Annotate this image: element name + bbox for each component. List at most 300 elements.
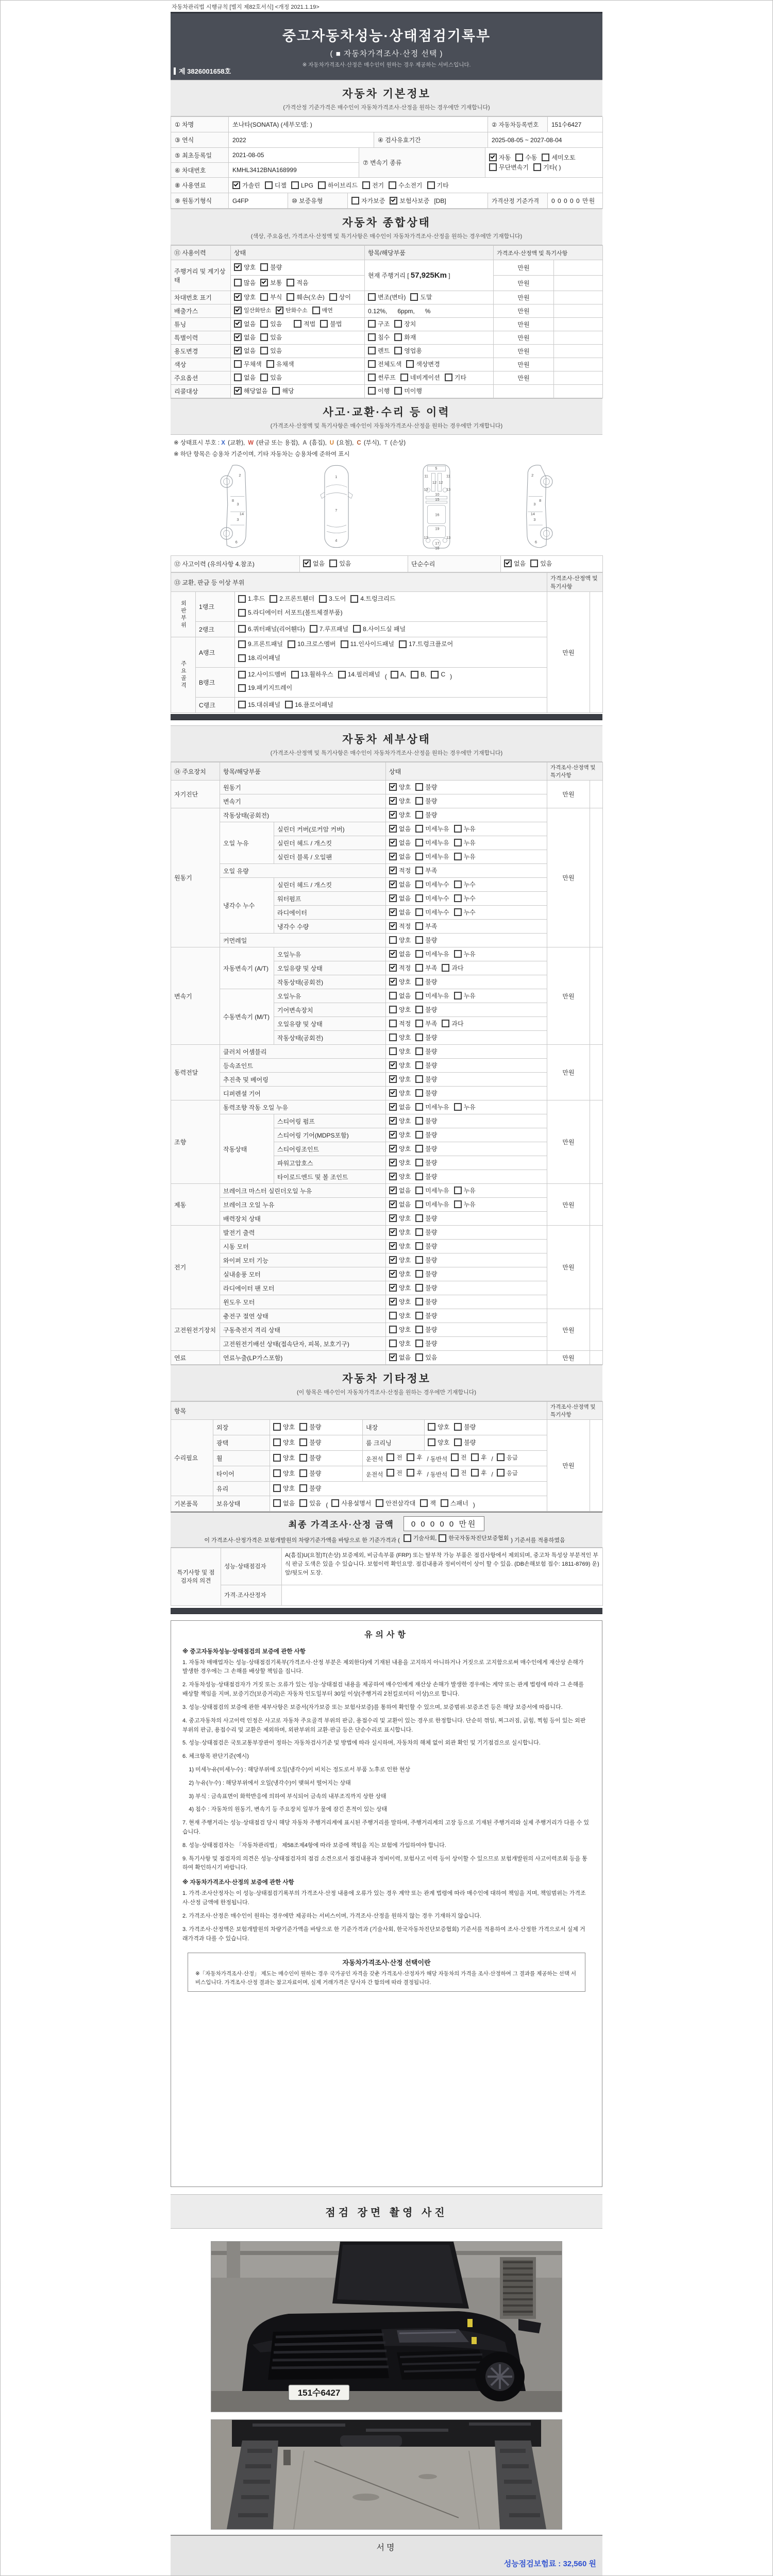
checkbox-option[interactable] [368, 346, 390, 355]
legend-symbol-text: (흠집), [308, 440, 327, 446]
checkbox-option[interactable] [353, 624, 406, 633]
checkbox-option[interactable] [415, 1130, 437, 1139]
checkbox-option[interactable] [299, 1422, 321, 1431]
checkbox-option[interactable] [394, 346, 422, 355]
checkbox-icon [415, 1187, 423, 1194]
checkbox-option[interactable] [420, 1499, 436, 1507]
item-status-options [386, 1323, 547, 1337]
checkbox-option[interactable] [299, 1469, 321, 1478]
checkbox-option[interactable] [238, 624, 305, 633]
checkbox-option[interactable] [497, 1453, 518, 1462]
checkbox-option[interactable] [273, 1469, 295, 1478]
checkbox-option[interactable] [389, 922, 411, 930]
checkbox-option[interactable] [368, 373, 396, 382]
checkbox-option[interactable] [454, 824, 476, 833]
checkbox-label: 무단변속기 [499, 163, 529, 171]
checkbox-option[interactable] [454, 894, 476, 903]
checkbox-icon [394, 387, 402, 395]
checkbox-option[interactable] [350, 593, 395, 605]
checkbox-option[interactable] [445, 373, 466, 382]
checkbox-option[interactable] [415, 1269, 437, 1278]
checkbox-option[interactable] [415, 1242, 437, 1250]
checkbox-option[interactable] [389, 950, 411, 958]
item-label: 클러치 어셈블리 [220, 1045, 386, 1059]
checkbox-option[interactable] [265, 181, 287, 190]
checkbox-option[interactable] [394, 386, 422, 395]
checkbox-option[interactable] [338, 669, 380, 681]
checkbox-option[interactable] [389, 977, 411, 986]
checkbox-option[interactable] [389, 181, 422, 190]
checkbox-option[interactable] [415, 977, 437, 986]
item-status-options [386, 1240, 547, 1253]
checkbox-option[interactable] [389, 1311, 411, 1320]
row-item-options [365, 291, 494, 304]
checkbox-option[interactable] [454, 1200, 476, 1209]
checkbox-option[interactable] [320, 319, 342, 328]
checkbox-option[interactable] [238, 593, 265, 605]
checkbox-label: 양호 [244, 264, 256, 271]
checkbox-option[interactable] [415, 1116, 437, 1125]
checkbox-option[interactable] [428, 1422, 449, 1431]
checkbox-option[interactable] [489, 163, 529, 172]
checkbox-option[interactable] [441, 1499, 468, 1507]
checkbox-icon [415, 783, 423, 791]
checkbox-option[interactable] [415, 1339, 437, 1348]
checkbox-option[interactable] [291, 669, 333, 681]
checkbox-option[interactable] [389, 1089, 411, 1097]
checkbox-option[interactable] [415, 1103, 449, 1111]
checkbox-option[interactable] [415, 824, 449, 833]
checkbox-icon [454, 992, 462, 999]
price-cell: 만원 [494, 331, 554, 345]
checkbox-option[interactable] [415, 1144, 437, 1153]
checkbox-option[interactable] [329, 293, 351, 301]
notice-item: 3. 가격조사·산정액은 보험개발원의 차량기준가액을 바탕으로 한 기준가격과 (기술사회, 한국자동차진단보증협회) 기준서를 적용하여 조사·산정한 가격으로서 실제 거래가격과 다를 수 있습니다. [182, 1926, 585, 1942]
checkbox-label: 없음 [514, 560, 526, 567]
checkbox-label: 양호 [438, 1423, 450, 1431]
checkbox-option[interactable] [415, 1089, 437, 1097]
checkbox-label: 12.사이드멤버 [248, 670, 287, 678]
checkbox-option[interactable] [389, 783, 411, 791]
checkbox-option[interactable] [415, 1047, 437, 1056]
checkbox-option[interactable] [454, 950, 476, 958]
checkbox-icon [411, 671, 418, 679]
checkbox-option[interactable] [260, 346, 282, 355]
checkbox-option[interactable] [415, 1353, 437, 1362]
checkbox-option[interactable] [442, 963, 463, 972]
checkbox-option[interactable] [415, 1325, 437, 1334]
checkbox-option[interactable] [389, 810, 411, 819]
checkbox-option[interactable] [389, 1033, 411, 1042]
checkbox-option[interactable] [471, 1453, 486, 1462]
note-cell [554, 385, 603, 398]
checkbox-option[interactable] [270, 593, 314, 605]
checkbox-icon [238, 654, 246, 662]
checkbox-option[interactable] [386, 1469, 402, 1477]
checkbox-option[interactable] [319, 593, 346, 605]
checkbox-option[interactable] [415, 1214, 437, 1223]
item-status-options [386, 934, 547, 947]
row-options [425, 1420, 547, 1435]
checkbox-label: 없음 [313, 560, 325, 567]
checkbox-option[interactable] [415, 1033, 437, 1042]
checkbox-option[interactable] [411, 669, 426, 681]
checkbox-option[interactable] [389, 1256, 411, 1264]
checkbox-option[interactable] [285, 700, 333, 709]
checkbox-option[interactable] [415, 950, 449, 958]
checkbox-option[interactable] [415, 852, 449, 861]
checkbox-option[interactable] [294, 319, 315, 328]
checkbox-option[interactable] [362, 181, 384, 190]
checkbox-option[interactable] [389, 894, 411, 903]
checkbox-option[interactable] [415, 1019, 437, 1028]
checkbox-label: 불량 [425, 1298, 438, 1306]
checkbox-option[interactable] [260, 319, 282, 328]
checkbox-option[interactable] [404, 1534, 437, 1542]
checkbox-label: 불량 [425, 1284, 438, 1292]
checkbox-option[interactable] [389, 1061, 411, 1070]
checkbox-option[interactable] [389, 1075, 411, 1083]
current-mileage [365, 260, 494, 291]
checkbox-option[interactable] [454, 1422, 476, 1431]
option-text: / 동반석 [427, 1472, 448, 1479]
checkbox-option[interactable] [389, 1283, 411, 1292]
checkbox-option[interactable] [389, 908, 411, 917]
device-group-label: 고전원전기장치 [171, 1309, 220, 1351]
checkbox-option[interactable] [454, 838, 476, 847]
checkbox-option[interactable] [234, 306, 271, 314]
checkbox-option[interactable] [454, 1186, 476, 1195]
row-seat-options [363, 1466, 547, 1482]
checkbox-option[interactable] [299, 1484, 321, 1493]
checkbox-icon [415, 1270, 423, 1278]
checkbox-option[interactable] [238, 638, 283, 650]
checkbox-option[interactable] [407, 1469, 422, 1477]
item-status-options [386, 1184, 547, 1198]
checkbox-option[interactable] [400, 373, 440, 382]
checkbox-label: 불량 [425, 797, 438, 805]
item-subgroup-label: 수동변속기 (M/T) [220, 989, 274, 1045]
checkbox-option[interactable] [415, 1256, 437, 1264]
checkbox-option[interactable] [299, 1453, 321, 1462]
checkbox-option[interactable] [454, 908, 476, 917]
row-label: 주요옵션 [171, 371, 231, 385]
checkbox-option[interactable] [389, 1214, 411, 1223]
checkbox-option[interactable] [415, 1283, 437, 1292]
checkbox-option[interactable] [234, 333, 256, 342]
checkbox-option[interactable] [389, 1158, 411, 1167]
checkbox-option[interactable] [542, 153, 575, 162]
checkbox-option[interactable] [454, 852, 476, 861]
checkbox-option[interactable] [312, 306, 333, 314]
checkbox-icon [394, 333, 402, 341]
checkbox-option[interactable] [234, 386, 267, 395]
checkbox-icon [389, 894, 397, 902]
item-status-options [386, 822, 547, 836]
accident-history-row [171, 555, 603, 572]
checkbox-icon [350, 595, 358, 603]
checkbox-option[interactable] [331, 1499, 371, 1507]
checkbox-option[interactable] [415, 1311, 437, 1320]
checkbox-option[interactable] [389, 1172, 411, 1181]
checkbox-option[interactable] [273, 1438, 295, 1447]
checkbox-label: 양호 [399, 936, 411, 944]
checkbox-option[interactable] [232, 181, 260, 190]
checkbox-option[interactable] [389, 796, 411, 805]
checkbox-label: 불량 [425, 1326, 438, 1333]
section-accident-title: 사고·교환·수리 등 이력 [323, 406, 450, 418]
checkbox-label: 잭 [430, 1500, 436, 1507]
checkbox-option[interactable] [415, 1158, 437, 1167]
checkbox-icon [389, 1298, 397, 1306]
checkbox-option[interactable] [389, 824, 411, 833]
checkbox-option[interactable] [389, 1339, 411, 1348]
row-label: 보유상태 [213, 1496, 270, 1512]
checkbox-option[interactable] [234, 373, 256, 382]
checkbox-option[interactable] [389, 866, 411, 875]
checkbox-label: 양호 [399, 1312, 411, 1319]
checkbox-option[interactable] [427, 181, 449, 190]
checkbox-option[interactable] [341, 638, 394, 650]
checkbox-option[interactable] [276, 306, 308, 314]
checkbox-option[interactable] [273, 1499, 295, 1507]
checkbox-label: 상이 [339, 294, 351, 301]
accident-history-options [300, 556, 408, 572]
checkbox-icon [415, 1326, 423, 1333]
checkbox-option[interactable] [391, 669, 406, 681]
checkbox-icon [407, 1453, 414, 1461]
checkbox-option[interactable] [407, 1453, 422, 1462]
checkbox-option[interactable] [389, 1353, 411, 1362]
checkbox-option[interactable] [389, 1144, 411, 1153]
checkbox-option[interactable] [389, 1186, 411, 1195]
checkbox-icon [533, 163, 541, 171]
item-label: 연료누출(LP가스포함) [220, 1351, 386, 1365]
checkbox-option[interactable] [504, 559, 526, 568]
checkbox-label: 없음 [399, 1187, 411, 1194]
checkbox-option[interactable] [389, 963, 411, 972]
label-base-price: 가격산정 기준가격 [488, 193, 548, 209]
checkbox-option[interactable] [368, 293, 406, 301]
checkbox-option[interactable] [389, 1228, 411, 1236]
checkbox-option[interactable] [260, 293, 282, 301]
checkbox-option[interactable] [389, 1047, 411, 1056]
checkbox-option[interactable] [415, 922, 437, 930]
checkbox-option[interactable] [287, 293, 324, 301]
checkbox-option[interactable] [238, 607, 343, 619]
legend-symbol-letter: T [383, 440, 388, 446]
checkbox-label: 응급 [506, 1470, 518, 1477]
checkbox-option[interactable] [389, 936, 411, 944]
checkbox-option[interactable] [238, 700, 280, 709]
item-status-options [386, 1212, 547, 1226]
checkbox-option[interactable] [415, 1200, 449, 1209]
svg-text:16: 16 [435, 512, 440, 517]
checkbox-option[interactable] [415, 1075, 437, 1083]
checkbox-option[interactable] [368, 360, 401, 368]
checkbox-option[interactable] [389, 991, 411, 1000]
checkbox-option[interactable] [415, 783, 437, 791]
checkbox-icon [299, 1484, 307, 1492]
checkbox-option[interactable] [351, 196, 385, 205]
checkbox-option[interactable] [439, 1534, 509, 1542]
checkbox-label: 불량 [425, 811, 438, 819]
checkbox-option[interactable] [471, 1469, 486, 1477]
checkbox-option[interactable] [415, 810, 437, 819]
svg-text:11: 11 [446, 473, 451, 479]
checkbox-option[interactable] [415, 1005, 437, 1014]
notice-item: 1. 자동차 매매업자는 성능·상태점검기록부(가격조사·산정 부분은 제외한다)에 기재된 내용을 고지하지 아니하거나 거짓으로 고지함으로써 매수인에게 재산상 손해가 발생한 경우에는 그 손해를 배상할 책임을 집니다. [182, 1659, 584, 1675]
checkbox-option[interactable] [394, 319, 416, 328]
note-cell [590, 808, 603, 947]
checkbox-option[interactable] [442, 1019, 463, 1028]
checkbox-label: 불량 [425, 936, 438, 944]
checkbox-option[interactable] [451, 1469, 466, 1477]
checkbox-option[interactable] [389, 1269, 411, 1278]
checkbox-option[interactable] [310, 624, 348, 633]
checkbox-option[interactable] [406, 360, 440, 368]
checkbox-icon [351, 197, 359, 205]
checkbox-option[interactable] [415, 991, 449, 1000]
checkbox-option[interactable] [415, 908, 449, 917]
checkbox-icon [445, 374, 452, 381]
checkbox-option[interactable] [533, 163, 561, 172]
item-status-options [386, 1045, 547, 1059]
checkbox-option[interactable] [234, 360, 262, 368]
checkbox-option[interactable] [389, 838, 411, 847]
section-overall [171, 209, 602, 245]
checkbox-option[interactable] [234, 278, 256, 287]
note-cell [554, 276, 603, 291]
checkbox-option[interactable] [389, 1116, 411, 1125]
checkbox-option[interactable] [273, 1422, 295, 1431]
checkbox-option[interactable] [454, 1103, 476, 1111]
checkbox-option[interactable] [329, 559, 351, 568]
checkbox-option[interactable] [234, 319, 256, 328]
checkbox-option[interactable] [415, 894, 449, 903]
checkbox-option[interactable] [273, 1484, 295, 1493]
checkbox-label: 없음 [399, 853, 411, 860]
checkbox-option[interactable] [238, 652, 280, 664]
checkbox-option[interactable] [530, 559, 552, 568]
checkbox-option[interactable] [454, 880, 476, 889]
checkbox-option[interactable] [234, 263, 256, 272]
checkbox-option[interactable] [415, 796, 437, 805]
checkbox-label: 없음 [283, 1500, 295, 1507]
checkbox-option[interactable] [389, 1103, 411, 1111]
checkbox-option[interactable] [368, 319, 390, 328]
checkbox-option[interactable] [497, 1469, 518, 1477]
checkbox-option[interactable] [415, 866, 437, 875]
checkbox-option[interactable] [431, 669, 445, 681]
note-cell [554, 358, 603, 371]
checkbox-option[interactable] [389, 1130, 411, 1139]
checkbox-option[interactable] [389, 880, 411, 889]
checkbox-option[interactable] [394, 333, 416, 342]
checkbox-option[interactable] [415, 838, 449, 847]
checkbox-option[interactable] [238, 682, 292, 694]
checkbox-option[interactable] [260, 333, 282, 342]
item-label: 등속죠인트 [220, 1059, 386, 1073]
checkbox-option[interactable] [287, 278, 308, 287]
checkbox-label: 양호 [399, 1131, 411, 1139]
svg-text:15: 15 [435, 497, 440, 502]
checkbox-option[interactable] [260, 373, 282, 382]
checkbox-option[interactable] [389, 1325, 411, 1334]
checkbox-option[interactable] [389, 852, 411, 861]
checkbox-option[interactable] [272, 386, 294, 395]
checkbox-option[interactable] [399, 638, 453, 650]
checkbox-option[interactable] [454, 991, 476, 1000]
checkbox-option[interactable] [428, 1438, 449, 1447]
checkbox-option[interactable] [415, 880, 449, 889]
item-label: 고전원전기배선 상태(접속단자, 피복, 보호기구) [220, 1337, 386, 1351]
checkbox-label: 무채색 [244, 361, 262, 368]
checkbox-option[interactable] [389, 1200, 411, 1209]
checkbox-option[interactable] [454, 1438, 476, 1447]
checkbox-option[interactable] [390, 196, 429, 205]
checkbox-option[interactable] [260, 278, 282, 287]
checkbox-option[interactable] [415, 1228, 437, 1236]
form-reference-line: 자동차관리법 시행규칙 [별지 제82호서식] <개정 2021.1.19> [172, 4, 320, 10]
checkbox-option[interactable] [266, 360, 294, 368]
checkbox-option[interactable] [386, 1453, 402, 1462]
checkbox-option[interactable] [415, 1061, 437, 1070]
checkbox-option[interactable] [291, 181, 313, 189]
inspection-photo-underbody [211, 2419, 562, 2530]
checkbox-option[interactable] [415, 1297, 437, 1306]
checkbox-icon [415, 839, 423, 846]
checkbox-option[interactable] [238, 669, 287, 681]
svg-text:151수6427: 151수6427 [297, 2387, 341, 2398]
checkbox-option[interactable] [318, 181, 358, 190]
section-accident [171, 398, 602, 435]
checkbox-option[interactable] [368, 386, 390, 395]
checkbox-option[interactable] [515, 153, 537, 162]
checkbox-option[interactable] [389, 1019, 411, 1028]
checkbox-option[interactable] [410, 293, 432, 301]
row-label: 리콜대상 [171, 385, 231, 398]
checkbox-option[interactable] [260, 263, 282, 272]
checkbox-option[interactable] [303, 559, 325, 568]
checkbox-option[interactable] [299, 1499, 321, 1507]
checkbox-option[interactable] [376, 1499, 415, 1507]
checkbox-option[interactable] [489, 153, 511, 162]
checkbox-option[interactable] [415, 936, 437, 944]
checkbox-option[interactable] [368, 333, 390, 342]
checkbox-option[interactable] [415, 1172, 437, 1181]
checkbox-option[interactable] [273, 1453, 295, 1462]
checkbox-option[interactable] [389, 1005, 411, 1014]
svg-text:12: 12 [432, 480, 437, 485]
checkbox-option[interactable] [451, 1453, 466, 1462]
checkbox-label: 적법 [304, 320, 316, 328]
checkbox-option[interactable] [389, 1297, 411, 1306]
checkbox-option[interactable] [234, 293, 256, 301]
checkbox-icon [415, 922, 423, 930]
checkbox-icon [260, 333, 268, 341]
checkbox-option[interactable] [234, 346, 256, 355]
notice-item: 3. 성능·상태점검의 보증에 관한 세부사항은 보증서(자가보증 또는 보험사보증)를 통하여 확인할 수 있으며, 보증범위·보증조건 등은 해당 보증서에 따릅니다. [182, 1704, 563, 1710]
checkbox-icon [415, 867, 423, 874]
checkbox-option[interactable] [389, 1242, 411, 1250]
checkbox-option[interactable] [415, 963, 437, 972]
checkbox-option[interactable] [415, 1186, 449, 1195]
checkbox-option[interactable] [288, 638, 336, 650]
checkbox-option[interactable] [299, 1438, 321, 1447]
final-price-note [171, 1534, 602, 1544]
checkbox-label: 자동 [499, 154, 511, 161]
